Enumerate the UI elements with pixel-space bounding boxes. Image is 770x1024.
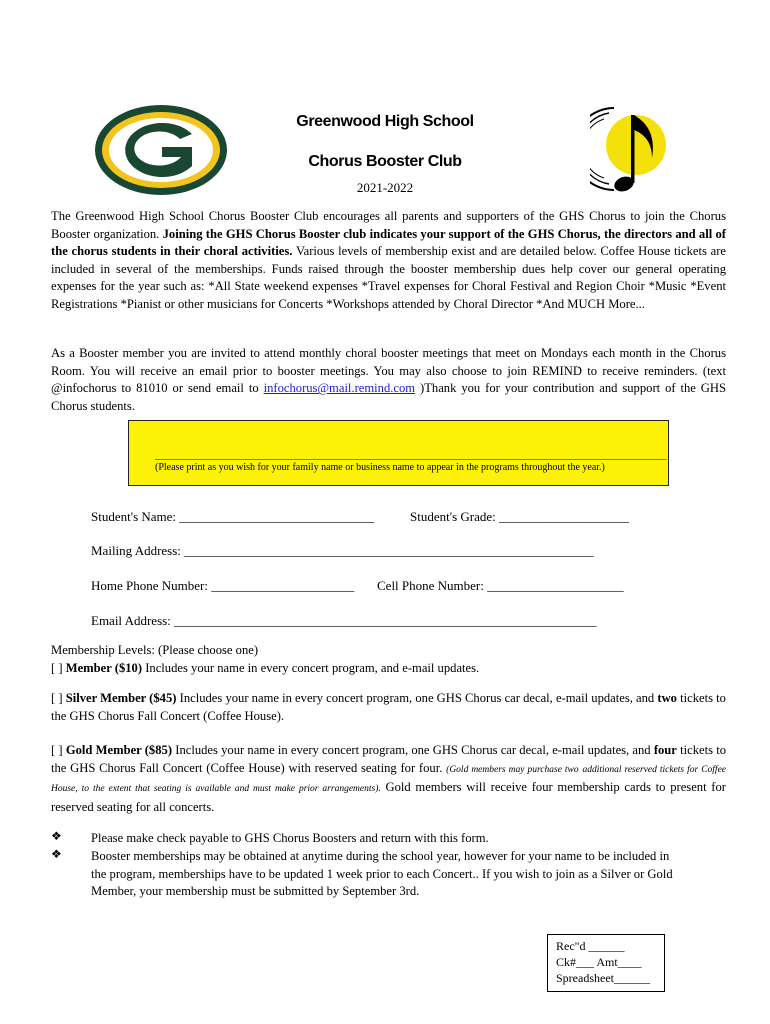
family-name-box[interactable] bbox=[128, 420, 669, 486]
name-line bbox=[155, 459, 667, 460]
bullet-deadline bbox=[91, 848, 731, 901]
intro-text: The Greenwood High School Chorus Booster Club encourages all parents and supporters of the GHS Chorus to join the Chorus Booster organization. bbox=[51, 209, 726, 241]
silver-label: Silver Member ($45) bbox=[65, 691, 177, 705]
remind-email-link[interactable]: infochorus@mail.remind.com bbox=[263, 381, 416, 396]
member-description: Includes your name in every concert program, and e-mail updates. bbox=[145, 661, 480, 675]
gold-four-emphasis: four bbox=[653, 743, 677, 757]
bullet-icon: ❖ bbox=[51, 829, 62, 843]
intro-paragraph bbox=[51, 208, 726, 314]
bullet-payment: Please make check payable to GHS Chorus Boosters and return with this form. bbox=[91, 831, 489, 845]
student-grade-field[interactable]: Student's Grade: ____________________ bbox=[410, 509, 629, 524]
thanks-text: )Thank you for your contribution and support of the GHS Chorus students. bbox=[51, 381, 726, 413]
gold-cards-start: Gold members will bbox=[385, 780, 486, 795]
music-note-icon bbox=[590, 100, 670, 198]
silver-two-emphasis: two bbox=[657, 691, 677, 705]
g-logo-icon bbox=[94, 104, 228, 196]
deadline-line-1: Booster memberships may be obtained at anytime during the school year, however for your name to be included in bbox=[91, 849, 670, 863]
gold-checkbox[interactable]: [ ] bbox=[51, 743, 63, 757]
gold-note-start: (Gold members may purchase two bbox=[446, 764, 579, 775]
music-note-logo bbox=[590, 100, 670, 198]
club-title: Chorus Booster Club bbox=[308, 153, 462, 170]
student-name-field[interactable]: Student's Name: ______________________________ bbox=[91, 509, 375, 524]
email-address-field[interactable]: Email Address: _________________________________________________________________ bbox=[91, 613, 597, 628]
member-checkbox[interactable]: [ ] bbox=[51, 661, 63, 675]
name-box-caption: (Please print as you wish for your family name or business name to appear in the programs throughout the year.) bbox=[155, 462, 605, 473]
gold-description: Includes your name in every concert program, one GHS Chorus car decal, e-mail updates, and bbox=[175, 743, 651, 757]
school-year: 2021-2022 bbox=[356, 180, 414, 195]
intro-expenses-text: Various levels of membership exist and are detailed below. Coffee House tickets are included in several of the memberships. Funds raised through the booster membership dues help cover our general operating expenses for the year such as: *All State weekend expenses *Travel expenses for Choral Festival and Region Choir *Music *Event Registrations *Pianist or other musicians for Concerts *Workshops attended by Choral Director *And MUCH More... bbox=[51, 244, 727, 311]
received-line: Rec"d ______ bbox=[556, 939, 625, 953]
deadline-period: . bbox=[416, 884, 420, 899]
membership-heading: Membership Levels: (Please choose one) bbox=[51, 643, 259, 657]
school-title: Greenwood High School bbox=[296, 113, 474, 130]
cell-phone-field[interactable]: Cell Phone Number: _____________________ bbox=[377, 578, 624, 593]
gold-level bbox=[51, 742, 726, 816]
deadline-line-2: the program, memberships have to be updated 1 week prior to each Concert.. If you wish to join as a Silver or Gold bbox=[91, 866, 673, 881]
office-use-box bbox=[547, 934, 665, 992]
silver-description-end: tickets to the GHS Chorus Fall Concert (Coffee House). bbox=[51, 691, 726, 723]
deadline-line-3: Member, your membership must be submitted by September 3rd bbox=[91, 884, 417, 899]
silver-checkbox[interactable]: [ ] bbox=[51, 691, 63, 705]
spreadsheet-line: Spreadsheet______ bbox=[556, 971, 650, 985]
mailing-address-field[interactable]: Mailing Address: _______________________________________________________________ bbox=[91, 543, 594, 558]
silver-description: Includes your name in every concert program, one GHS Chorus car decal, e-mail updates, and bbox=[179, 691, 655, 705]
home-phone-field[interactable]: Home Phone Number: ______________________ bbox=[91, 578, 355, 593]
gold-cards-end: receive four membership cards to present for reserved seating for all concerts. bbox=[51, 780, 726, 814]
gold-note-end: additional reserved tickets for Coffee House, to the extent that seating is available and must make prior arrangements). bbox=[51, 764, 726, 795]
bullet-icon: ❖ bbox=[51, 847, 62, 861]
g-logo bbox=[94, 104, 228, 196]
gold-description-mid: tickets to the GHS Chorus Fall Concert (Coffee House) with reserved seating for four. bbox=[51, 743, 727, 775]
check-amount-line: Ck#___ Amt____ bbox=[556, 955, 642, 969]
gold-label: Gold Member ($85) bbox=[65, 743, 173, 757]
silver-level bbox=[51, 690, 726, 725]
meetings-paragraph bbox=[51, 345, 726, 415]
member-level bbox=[51, 660, 731, 678]
member-label: Member ($10) bbox=[65, 661, 143, 675]
meetings-text: As a Booster member you are invited to attend monthly choral booster meetings that meet on Mondays each month in the Chorus Room. You will receive an email prior to booster meetings. You may also choose to join REMIND to receive reminders. (text @infochorus to 81010 or send email to bbox=[51, 346, 726, 396]
deadline-line-3-wrap bbox=[91, 883, 731, 901]
intro-bold-text: Joining the GHS Chorus Booster club indicates your support of the GHS Chorus, the directors and all of the chorus students in their choral activities. bbox=[51, 226, 726, 259]
